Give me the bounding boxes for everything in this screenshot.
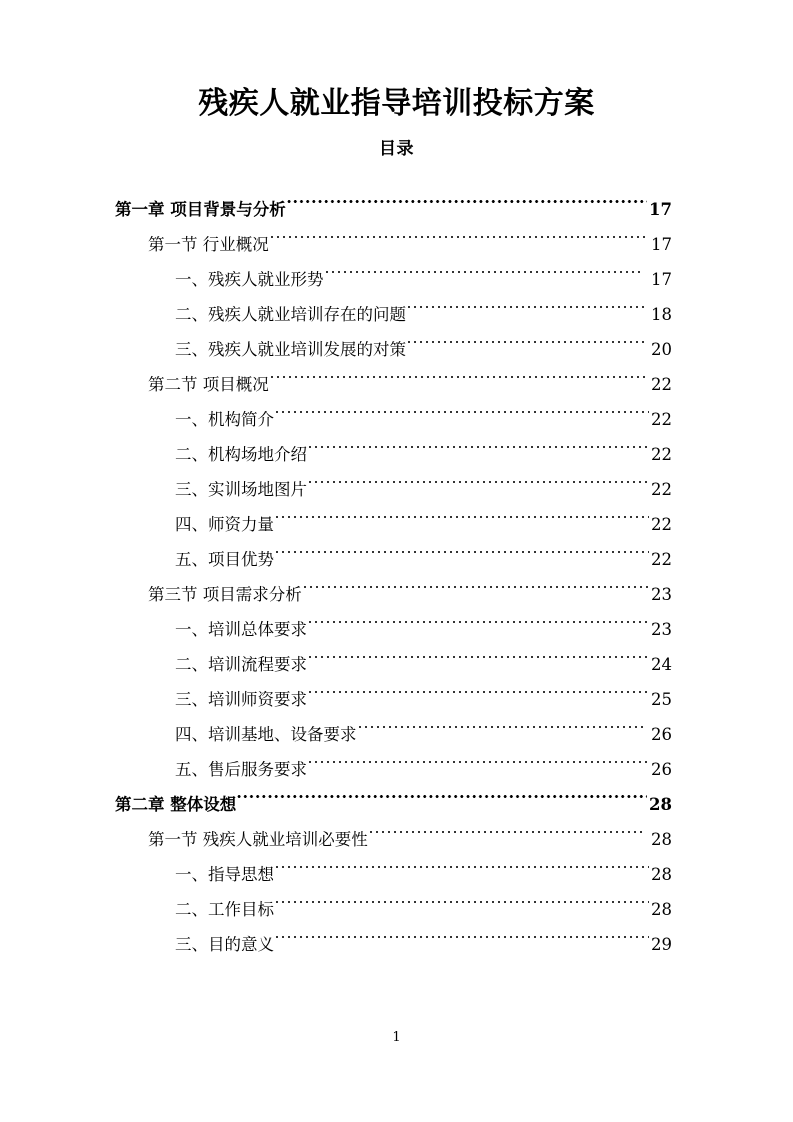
toc-entry-page-number: 28 [651,865,672,884]
toc-dot-leader [274,845,649,880]
toc-entry[interactable] [0,915,793,954]
toc-entry-page-number: 22 [651,550,672,569]
toc-entry-label: 三、培训师资要求 [175,690,307,709]
toc-entry-label: 第一章 项目背景与分析 [115,200,286,219]
toc-entry-label: 三、残疾人就业培训发展的对策 [175,340,406,359]
toc-dot-leader [307,460,649,495]
toc-entry[interactable] [0,880,793,919]
toc-dot-leader [274,390,649,425]
toc-entry[interactable] [0,355,793,394]
toc-entry[interactable] [0,600,793,639]
toc-entry[interactable] [0,250,793,289]
toc-entry[interactable] [0,425,793,464]
toc-entry-label: 四、培训基地、设备要求 [175,725,357,744]
toc-entry-page-number: 22 [651,375,672,394]
toc-entry[interactable] [0,775,793,814]
toc-entry-label: 一、培训总体要求 [175,620,307,639]
toc-entry-label: 五、项目优势 [175,550,274,569]
toc-entry-page-number: 23 [651,585,672,604]
toc-entry-page-number: 22 [651,445,672,464]
toc-entry-label: 第一节 行业概况 [148,235,269,254]
toc-entry-page-number: 20 [651,340,672,359]
toc-entry[interactable] [0,180,793,219]
toc-entry[interactable] [0,845,793,884]
toc-entry-page-number: 26 [651,760,672,779]
toc-entry-label: 第一节 残疾人就业培训必要性 [148,830,368,849]
toc-dot-leader [406,320,644,355]
toc-dot-leader [286,180,647,215]
toc-entry-page-number: 18 [651,305,672,324]
toc-entry-page-number: 28 [651,830,672,849]
footer-page-number: 1 [392,1030,401,1045]
toc-entry[interactable] [0,670,793,709]
toc-dot-leader [324,250,645,285]
toc-dot-leader [307,425,649,460]
toc-entry[interactable] [0,530,793,569]
toc-entry-page-number: 28 [649,795,672,814]
toc-entry-page-number: 22 [651,480,672,499]
toc-entry-label: 二、残疾人就业培训存在的问题 [175,305,406,324]
toc-dot-leader [274,880,649,915]
toc-entry-label: 二、工作目标 [175,900,274,919]
toc-dot-leader [307,670,649,705]
toc-entry-page-number: 17 [651,235,672,254]
toc-entry-page-number: 29 [651,935,672,954]
toc-dot-leader [236,775,647,810]
toc-dot-leader [357,705,645,740]
toc-entry[interactable] [0,740,793,779]
toc-dot-leader [274,915,649,950]
toc-entry-page-number: 22 [651,515,672,534]
table-of-contents [0,180,793,954]
toc-dot-leader [269,215,649,250]
toc-entry-page-number: 24 [651,655,672,674]
toc-entry-label: 三、目的意义 [175,935,274,954]
toc-dot-leader [274,495,649,530]
toc-entry-page-number: 25 [651,690,672,709]
toc-entry-label: 第二章 整体设想 [115,795,237,814]
toc-entry-page-number: 17 [649,200,672,219]
toc-entry[interactable] [0,460,793,499]
toc-dot-leader [307,600,649,635]
toc-entry-page-number: 17 [651,270,672,289]
toc-entry[interactable] [0,285,793,324]
toc-dot-leader [274,530,649,565]
toc-dot-leader [307,740,649,775]
toc-dot-leader [368,810,644,845]
toc-entry-label: 第三节 项目需求分析 [148,585,302,604]
toc-entry-label: 二、培训流程要求 [175,655,307,674]
toc-entry-label: 一、机构简介 [175,410,274,429]
toc-entry[interactable] [0,705,793,744]
toc-dot-leader [307,635,649,670]
toc-entry[interactable] [0,635,793,674]
toc-entry-label: 三、实训场地图片 [175,480,307,499]
toc-entry[interactable] [0,495,793,534]
toc-entry-label: 四、师资力量 [175,515,274,534]
toc-dot-leader [302,565,649,600]
toc-entry[interactable] [0,390,793,429]
toc-entry-label: 一、残疾人就业形势 [175,270,324,289]
toc-entry[interactable] [0,565,793,604]
table-of-contents-heading: 目录 [379,139,414,159]
toc-entry-page-number: 23 [651,620,672,639]
toc-entry-label: 二、机构场地介绍 [175,445,307,464]
toc-entry-page-number: 28 [651,900,672,919]
toc-dot-leader [269,355,649,390]
toc-entry-label: 第二节 项目概况 [148,375,269,394]
toc-entry-label: 一、指导思想 [175,865,274,884]
page-title: 残疾人就业指导培训投标方案 [198,86,595,121]
toc-entry-page-number: 22 [651,410,672,429]
toc-entry-page-number: 26 [651,725,672,744]
toc-dot-leader [406,285,644,320]
toc-entry-label: 五、售后服务要求 [175,760,307,779]
